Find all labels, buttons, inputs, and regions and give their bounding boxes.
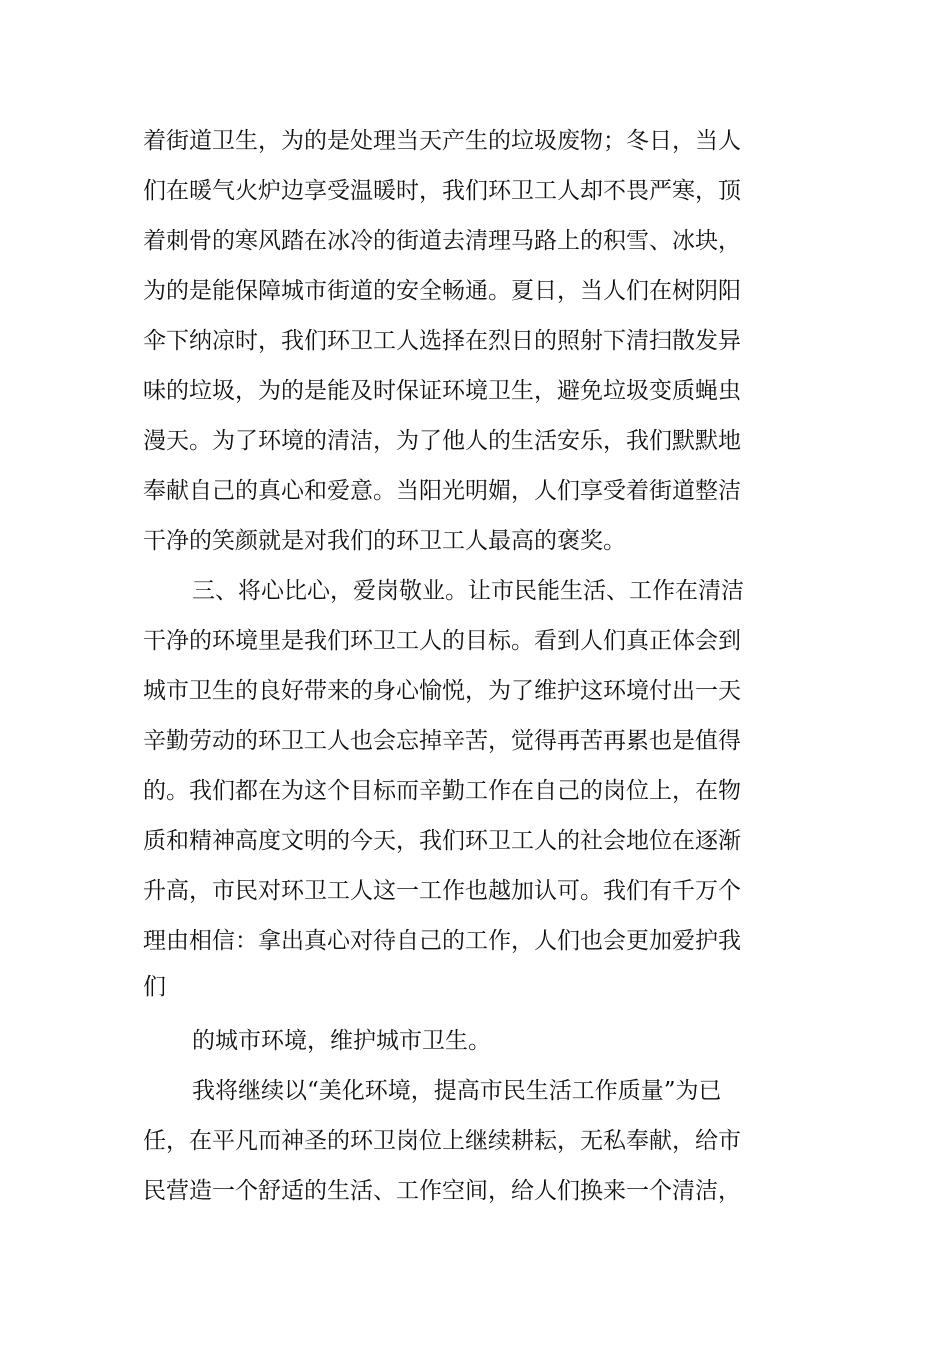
text-line: 干净的环境里是我们环卫工人的目标。看到人们真正体会到: [143, 628, 741, 654]
text-line: 着街道卫生，为的是处理当天产生的垃圾废物；冬日，当人: [143, 128, 741, 154]
text-line: 升高，市民对环卫工人这一工作也越加认可。我们有千万个: [143, 878, 741, 904]
paragraph-start-line: 我将继续以“美化环境，提高市民生活工作质量”为已: [192, 1078, 722, 1104]
text-line: 辛勤劳动的环卫工人也会忘掉辛苦，觉得再苦再累也是值得: [143, 728, 741, 754]
text-line: 漫天。为了环境的清洁，为了他人的生活安乐，我们默默地: [143, 428, 741, 454]
paragraph-start-line: 三、将心比心，爱岗敬业。让市民能生活、工作在清洁: [192, 578, 744, 604]
text-line: 民营造一个舒适的生活、工作空间，给人们换来一个清洁，: [143, 1178, 741, 1204]
text-line: 为的是能保障城市街道的安全畅通。夏日，当人们在树阴阳: [143, 278, 741, 304]
text-line: 们在暖气火炉边享受温暖时，我们环卫工人却不畏严寒，顶: [143, 178, 741, 204]
text-line: 奉献自己的真心和爱意。当阳光明媚，人们享受着街道整洁: [143, 478, 741, 504]
paragraph-start-line: 的城市环境，维护城市卫生。: [192, 1028, 491, 1054]
text-line: 味的垃圾，为的是能及时保证环境卫生，避免垃圾变质蝇虫: [143, 378, 741, 404]
text-line: 伞下纳凉时，我们环卫工人选择在烈日的照射下清扫散发异: [143, 328, 741, 354]
text-line: 质和精神高度文明的今天，我们环卫工人的社会地位在逐渐: [143, 828, 741, 854]
text-line: 们: [143, 974, 166, 1000]
text-line: 的。我们都在为这个目标而辛勤工作在自己的岗位上，在物: [143, 778, 741, 804]
text-line: 城市卫生的良好带来的身心愉悦，为了维护这环境付出一天: [143, 678, 741, 704]
text-line: 理由相信：拿出真心对待自己的工作，人们也会更加爱护我: [143, 928, 741, 954]
text-line: 着刺骨的寒风踏在冰冷的街道去清理马路上的积雪、冰块，: [143, 228, 741, 254]
text-line: 任，在平凡而神圣的环卫岗位上继续耕耘，无私奉献，给市: [143, 1128, 741, 1154]
text-line: 干净的笑颜就是对我们的环卫工人最高的褒奖。: [143, 528, 626, 554]
